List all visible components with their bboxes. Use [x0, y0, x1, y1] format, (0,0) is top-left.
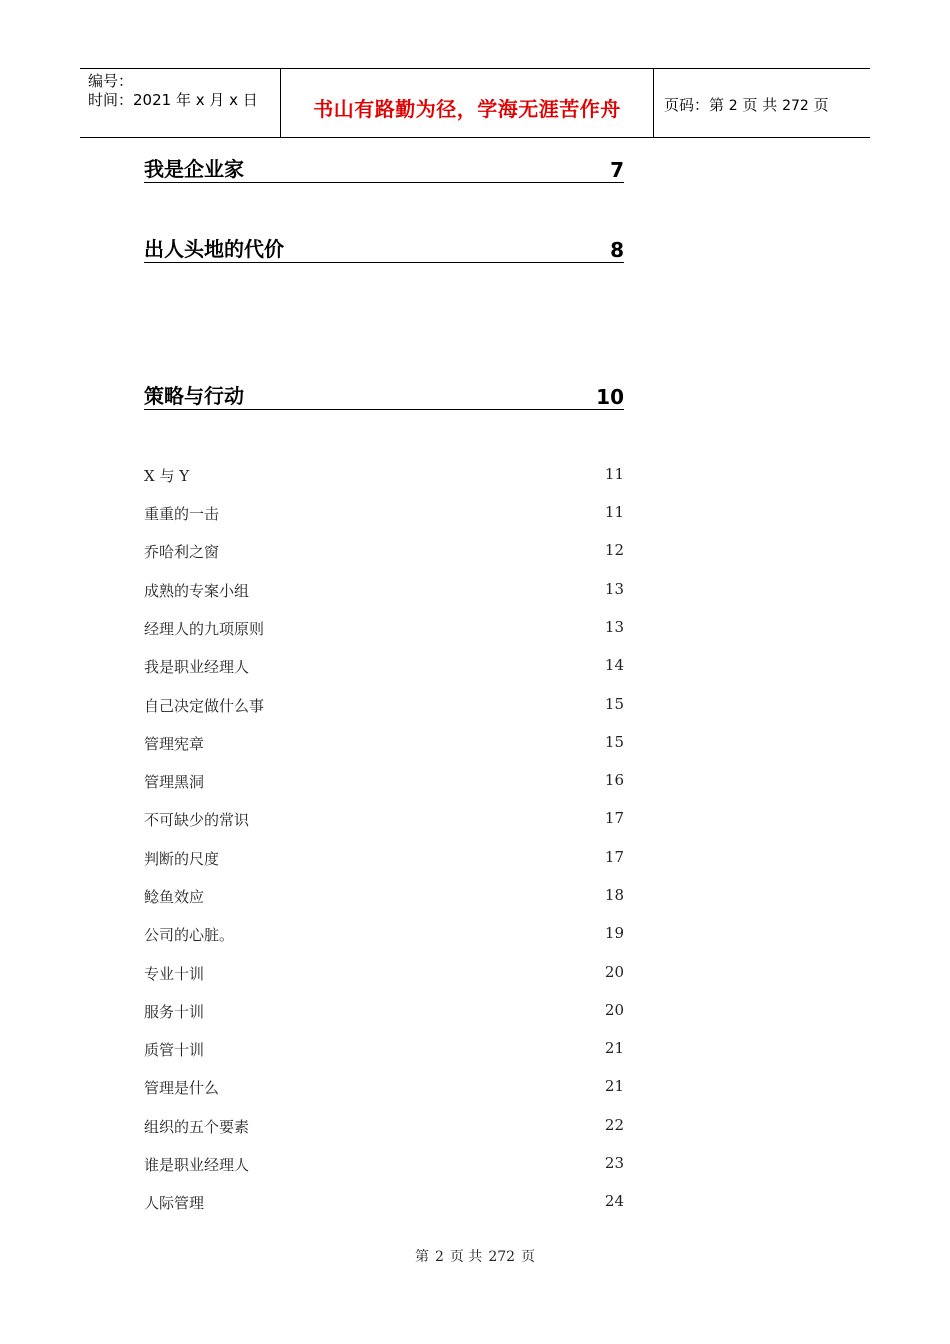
- header-page-suffix: 页: [813, 96, 829, 114]
- toc-entry-title: 鲶鱼效应: [144, 888, 205, 906]
- page-header: [80, 68, 870, 138]
- toc-entry[interactable]: [144, 541, 624, 563]
- toc-entry[interactable]: [144, 503, 624, 525]
- header-page-mid: 页 共: [742, 96, 778, 114]
- toc-entry[interactable]: [144, 963, 624, 985]
- document-number-label: 编号：: [88, 72, 134, 90]
- toc-entry[interactable]: [144, 1116, 624, 1138]
- footer-suffix: 页: [521, 1249, 536, 1265]
- toc-entry-title: 判断的尺度: [144, 850, 220, 868]
- toc-entry[interactable]: [144, 695, 624, 717]
- toc-entry[interactable]: [144, 771, 624, 793]
- toc-entry[interactable]: [144, 848, 624, 870]
- toc-entry-title: 组织的五个要素: [144, 1118, 250, 1136]
- toc-entry-page: 19: [604, 924, 624, 942]
- toc-section[interactable]: [144, 232, 624, 263]
- toc-entry[interactable]: [144, 618, 624, 640]
- toc-entry-page: 20: [604, 963, 624, 981]
- toc-entry-page: 21: [604, 1077, 624, 1095]
- toc-entry-title: 管理宪章: [144, 735, 205, 753]
- toc-entry[interactable]: [144, 1039, 624, 1061]
- document-time-label: 时间：2021 年 x 月 x 日: [88, 91, 258, 109]
- header-page-current: 2: [728, 98, 738, 114]
- toc-entry-title: X 与 Y: [144, 467, 190, 485]
- toc-entry-title: 我是职业经理人: [144, 658, 250, 676]
- toc-entry[interactable]: [144, 1077, 624, 1099]
- footer-prefix: 第: [414, 1249, 429, 1265]
- toc-entry-page: 22: [604, 1116, 624, 1134]
- toc-entry-page: 15: [604, 695, 624, 713]
- toc-entry-title: 专业十训: [144, 965, 205, 983]
- toc-entry-title: 不可缺少的常识: [144, 811, 250, 829]
- toc-entry-page: 13: [604, 618, 624, 636]
- toc-section-title: 出人头地的代价: [144, 237, 284, 261]
- header-page-info: [664, 94, 829, 115]
- toc-entry-page: 20: [604, 1001, 624, 1019]
- header-page-prefix: 页码：第: [664, 96, 725, 114]
- toc-entry-page: 24: [604, 1192, 624, 1210]
- toc-section-page: 7: [610, 158, 624, 182]
- toc-entry[interactable]: [144, 1001, 624, 1023]
- toc-entry[interactable]: [144, 733, 624, 755]
- toc-entry[interactable]: [144, 656, 624, 678]
- toc-entry-title: 服务十训: [144, 1003, 205, 1021]
- toc-section-title: 我是企业家: [144, 157, 244, 181]
- toc-entry-page: 11: [604, 503, 624, 521]
- page-footer: [0, 1246, 950, 1266]
- toc-section-page: 8: [610, 238, 624, 262]
- toc-entry[interactable]: [144, 886, 624, 908]
- toc-entry-page: 11: [604, 465, 624, 483]
- toc-entry-title: 经理人的九项原则: [144, 620, 265, 638]
- toc-entry[interactable]: [144, 580, 624, 602]
- toc-section[interactable]: [144, 152, 624, 183]
- toc-entry-title: 管理是什么: [144, 1079, 220, 1097]
- header-page-cell: [654, 69, 870, 137]
- footer-mid: 页 共: [449, 1249, 483, 1265]
- toc-entry-page: 18: [604, 886, 624, 904]
- toc-entry-title: 公司的心脏。: [144, 926, 235, 944]
- toc-entry[interactable]: [144, 809, 624, 831]
- toc-entry-page: 17: [604, 848, 624, 866]
- toc-entry[interactable]: [144, 1154, 624, 1176]
- footer-page-current: 2: [434, 1249, 444, 1265]
- footer-page-total: 272: [488, 1249, 516, 1265]
- header-motto-cell: [281, 69, 654, 137]
- toc-entry-page: 17: [604, 809, 624, 827]
- toc-section[interactable]: [144, 379, 624, 410]
- toc-entry-title: 谁是职业经理人: [144, 1156, 250, 1174]
- toc-entry-page: 13: [604, 580, 624, 598]
- toc-entry-page: 23: [604, 1154, 624, 1172]
- toc-entry-title: 管理黑洞: [144, 773, 205, 791]
- toc-entry-title: 质管十训: [144, 1041, 205, 1059]
- toc-entry-title: 自己决定做什么事: [144, 697, 265, 715]
- toc-entry-title: 乔哈利之窗: [144, 543, 220, 561]
- toc-section-title: 策略与行动: [144, 384, 244, 408]
- toc-entry-page: 16: [604, 771, 624, 789]
- toc-entry-page: 14: [604, 656, 624, 674]
- toc-entry-title: 人际管理: [144, 1194, 205, 1212]
- toc-entry[interactable]: [144, 924, 624, 946]
- toc-entry[interactable]: [144, 465, 624, 487]
- toc-entry-page: 21: [604, 1039, 624, 1057]
- header-page-total: 272: [782, 98, 809, 114]
- toc-entry-page: 12: [604, 541, 624, 559]
- toc-entry-title: 重重的一击: [144, 505, 220, 523]
- toc-entry-title: 成熟的专案小组: [144, 582, 250, 600]
- toc-section-page: 10: [596, 385, 624, 409]
- header-motto: 书山有路勤为径，学海无涯苦作舟: [313, 97, 621, 121]
- header-meta-cell: [80, 69, 281, 137]
- toc-entry-page: 15: [604, 733, 624, 751]
- toc-entry[interactable]: [144, 1192, 624, 1214]
